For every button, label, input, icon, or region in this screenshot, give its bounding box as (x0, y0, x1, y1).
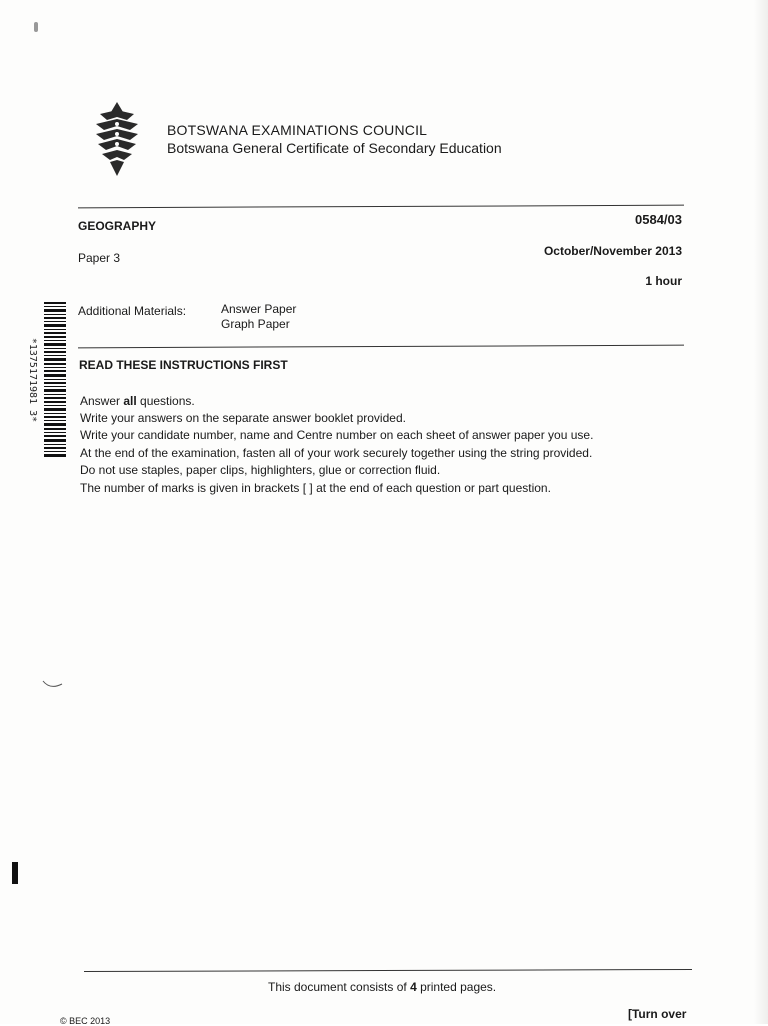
instruction-line: Write your answers on the separate answer booklet provided. (80, 411, 406, 425)
materials-label: Additional Materials: (78, 304, 187, 318)
instruction-line: Do not use staples, paper clips, highlighters, glue or correction fluid. (80, 463, 441, 477)
paper-code: 0584/03 (635, 212, 682, 227)
scan-mark-icon (42, 678, 64, 690)
scan-speck (34, 22, 38, 32)
page-count-number: 4 (410, 980, 417, 994)
exam-session: October/November 2013 (543, 244, 682, 258)
instruction-line: Write your candidate number, name and Centre number on each sheet of answer paper you use. (80, 428, 594, 442)
instruction-line: At the end of the examination, fasten all of your work securely together using the string provided. (80, 446, 593, 460)
turn-over-note: [Turn over (628, 1007, 687, 1021)
barcode-number (26, 302, 38, 458)
instruction-emphasis: all (123, 394, 137, 408)
instruction-text: Answer (80, 394, 124, 408)
certificate-name: Botswana General Certificate of Secondary Education (167, 140, 502, 156)
copyright-note: © BEC 2013 (60, 1016, 111, 1026)
instruction-text: questions. (136, 394, 195, 408)
material-item: Answer Paper (221, 302, 297, 316)
instructions-divider (78, 345, 684, 349)
page-count-text: This document consists of (268, 980, 411, 994)
instruction-line: The number of marks is given in brackets [ ] at the end of each question or part question. (80, 481, 551, 495)
subject-title: GEOGRAPHY (78, 219, 157, 233)
barcode-icon (44, 302, 66, 458)
header-divider (78, 205, 684, 209)
instruction-line (80, 394, 195, 408)
page-edge-shadow (754, 0, 768, 1024)
page-count-text: printed pages. (416, 980, 497, 994)
bec-logo-icon (92, 102, 142, 176)
exam-duration: 1 hour (645, 274, 682, 288)
paper-number: Paper 3 (78, 251, 121, 265)
footer-divider (84, 969, 692, 972)
page-count-note (268, 980, 496, 994)
material-item: Graph Paper (221, 317, 290, 331)
instructions-heading: READ THESE INSTRUCTIONS FIRST (79, 358, 288, 372)
binding-mark (12, 862, 18, 884)
barcode-digits: *1375171981 3* (27, 337, 38, 423)
council-name: BOTSWANA EXAMINATIONS COUNCIL (167, 122, 428, 138)
